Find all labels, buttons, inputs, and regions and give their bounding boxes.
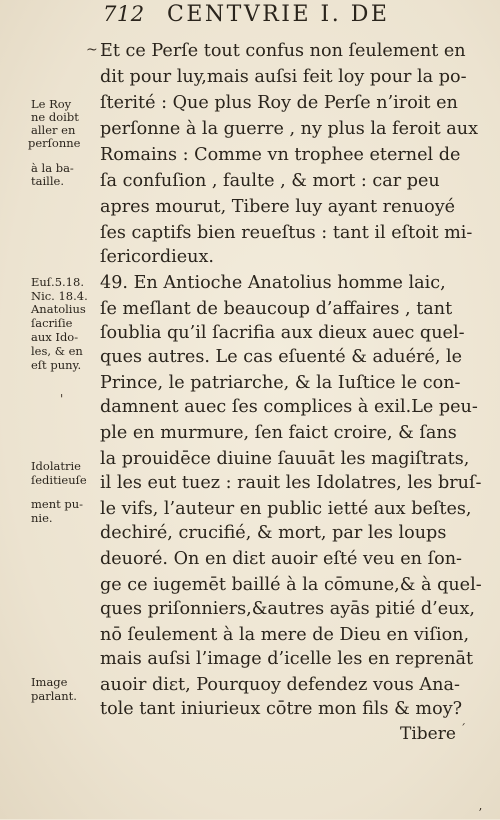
margin-note-line: Nic. 18.4. (31, 289, 88, 303)
ink-mark: ʼ (478, 806, 482, 820)
text-line: tole tant iniurieux cōtre mon fils & moy? (100, 699, 463, 719)
margin-note-line: Euſ.5.18. (31, 275, 84, 289)
margin-note-line: Idolatrie (31, 459, 81, 473)
margin-note-line: ment pu- (31, 497, 84, 511)
margin-note-line: nie. (31, 511, 53, 525)
text-line: apres mourut, Tibere luy ayant renuoyé (100, 197, 456, 217)
margin-note-line: Image (31, 675, 68, 689)
text-line: ple en murmure, ſen faict croire, & ſans (100, 423, 457, 443)
margin-note-line: ſacriſie (31, 316, 73, 330)
margin-note-line: taille. (31, 174, 64, 188)
margin-note-line: eſt puny. (31, 358, 82, 372)
margin-note-line: parlant. (31, 689, 77, 703)
page-number: 712 (103, 2, 145, 26)
ink-mark: ' (60, 392, 64, 406)
margin-note-line: Anatolius (31, 302, 86, 316)
margin-note-line: perſonne (28, 136, 81, 150)
text-line: ſoublia qu’il ſacrifia aux dieux auec quel- (100, 323, 465, 343)
text-line: 49. En Antioche Anatolius homme laic, (100, 273, 446, 293)
text-line: nō ſeulement à la mere de Dieu en viſion, (100, 625, 470, 645)
text-line: Et ce Perſe tout confus non ſeulement en (100, 41, 466, 61)
margin-note-line: ſeditieuſe (31, 473, 87, 487)
ink-mark: ˊ (460, 722, 466, 736)
text-line: ge ce iugemēt baillé à la cōmune,& à quel- (100, 575, 482, 595)
text-line: ques priſonniers,&autres ayās pitié d’eux, (100, 599, 476, 619)
margin-note-line: Le Roy (31, 97, 72, 111)
text-line: dechiré, crucifié, & mort, par les loups (100, 523, 447, 543)
text-line: ſes captifs bien reueſtus : tant il eſtoit mi- (100, 223, 473, 243)
running-title: CENTVRIE I. DE (167, 2, 390, 27)
text-line: ſa confuſion , faulte , & mort : car peu (100, 171, 440, 191)
margin-note-line: à la ba- (31, 161, 74, 175)
text-line: auoir diɛt, Pourquoy defendez vous Ana- (100, 675, 460, 695)
text-line: ſterité : Que plus Roy de Perſe n’iroit en (100, 93, 458, 113)
text-line: ſericordieux. (100, 247, 214, 267)
text-line: ſe meſlant de beaucoup d’affaires , tant (100, 299, 453, 319)
text-line: Romains : Comme vn trophee eternel de (100, 145, 461, 165)
text-line: ques autres. Le cas eſuenté & aduéré, le (100, 347, 463, 367)
text-line: dit pour luy,mais auſsi feit loy pour la po- (100, 67, 467, 87)
dash-mark: ~ (86, 42, 98, 58)
text-line: deuoré. On en diɛt auoir eſté veu en ſon- (100, 549, 462, 569)
catchword: Tibere (400, 724, 456, 744)
margin-note-line: ne doibt (31, 110, 79, 124)
text-line: Prince, le patriarche, & la Iuſtice le con- (100, 373, 461, 393)
text-line: damnent auec ſes complices à exil.Le peu- (100, 397, 478, 417)
margin-note-line: aller en (31, 123, 76, 137)
text-line: il les eut tuez : rauit les Idolatres, les bruſ- (100, 473, 482, 493)
text-line: mais auſsi l’image d’icelle les en reprenāt (100, 649, 474, 669)
text-line: le vifs, l’auteur en public ietté aux beſtes, (100, 499, 472, 519)
margin-note-line: aux Ido- (31, 330, 79, 344)
text-line: perſonne à la guerre , ny plus la feroit aux (100, 119, 479, 139)
text-line: la prouidēce diuine ſauuāt les magiſtrats, (100, 449, 470, 469)
margin-note-line: les, & en (31, 344, 83, 358)
